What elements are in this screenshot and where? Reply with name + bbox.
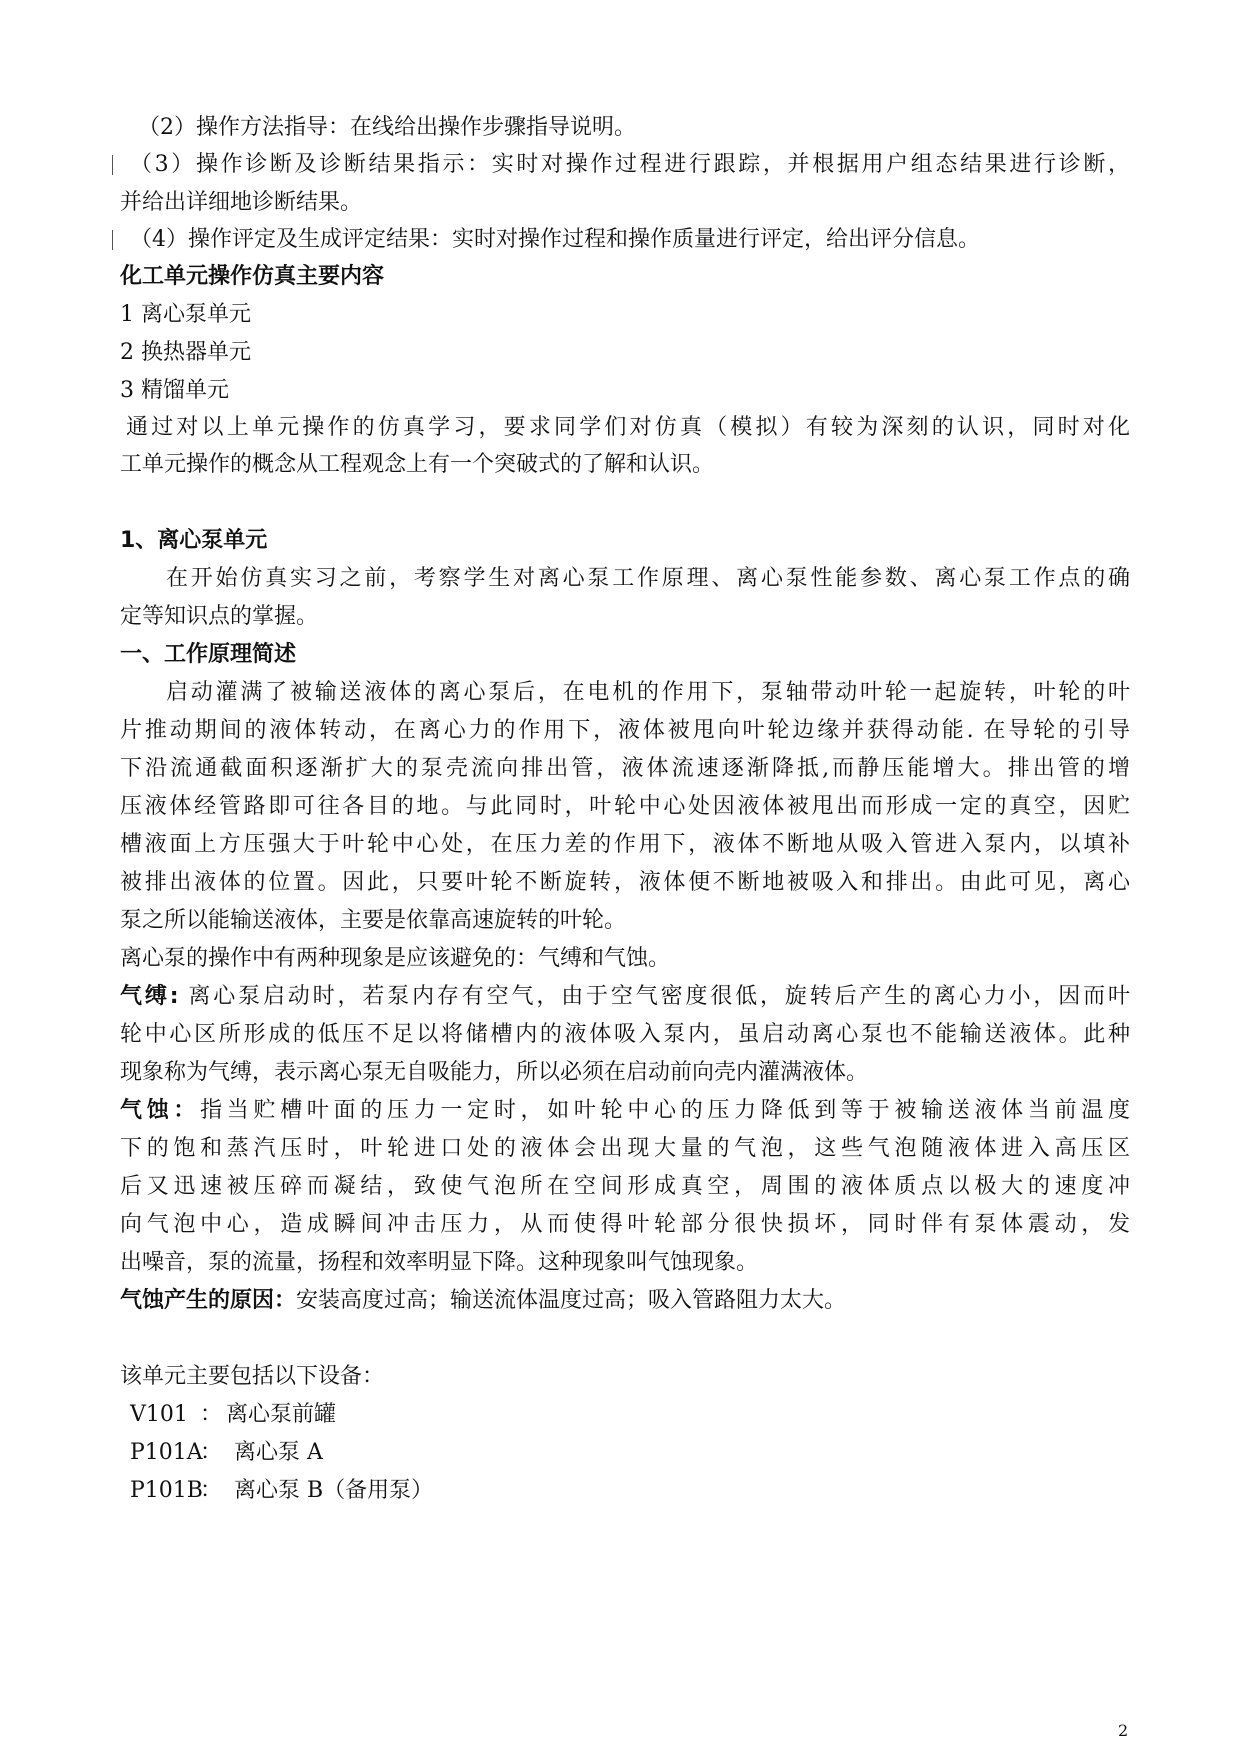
principle-line-3: 下沿流通截面积逐渐扩大的泵壳流向排出管，液体流速逐渐降抵,而静压能增大。排出管的增 — [120, 756, 1130, 781]
intro-line-1: 通过对以上单元操作的仿真学习，要求同学们对仿真（模拟）有较为深刻的认识，同时对化 — [126, 415, 1130, 440]
equipment-name: 离心泵 A — [234, 1440, 323, 1465]
unit-item-2: 2 换热器单元 — [120, 340, 251, 365]
binding-line-3: 现象称为气缚，表示离心泵无自吸能力，所以必须在启动前向壳内灌满液体。 — [120, 1060, 869, 1085]
binding-line-1 — [120, 982, 1130, 1012]
binding-term: 气缚: — [120, 984, 179, 1009]
equipment-intro: 该单元主要包括以下设备： — [120, 1364, 385, 1389]
equipment-name: 离心泵 B（备用泵） — [234, 1478, 434, 1503]
sub-heading: 一、工作原理简述 — [120, 642, 297, 667]
equipment-name: 离心泵前罐 — [226, 1402, 337, 1427]
equipment-sep: ： — [200, 1402, 223, 1427]
principle-line-2: 片推动期间的液体转动，在离心力的作用下，液体被甩向叶轮边缘并获得动能. 在导轮的引导 — [120, 718, 1130, 743]
cause-text: 安装高度过高；输送流体温度过高；吸入管路阻力太大。 — [296, 1288, 847, 1313]
principle-line-6: 被排出液体的位置。因此，只要叶轮不断旋转，液体便不断地被吸入和排出。由此可见，离心 — [120, 870, 1130, 895]
cavitation-line-1 — [120, 1096, 1130, 1126]
section-para-line2: 定等知识点的掌握。 — [120, 604, 319, 629]
binding-line-2: 轮中心区所形成的低压不足以将储槽内的液体吸入泵内，虽启动离心泵也不能输送液体。此种 — [120, 1022, 1130, 1047]
equipment-code: V101 — [130, 1402, 188, 1427]
section-title: 1、离心泵单元 — [120, 528, 268, 553]
revision-marker — [112, 155, 113, 175]
cavitation-cause — [120, 1286, 1130, 1316]
cavitation-line-2: 下的饱和蒸汽压时，叶轮进口处的液体会出现大量的气泡，这些气泡随液体进入高压区 — [120, 1136, 1130, 1161]
intro-line-2: 工单元操作的概念从工程观念上有一个突破式的了解和认识。 — [120, 452, 715, 477]
equipment-row — [130, 1438, 1140, 1468]
content-heading: 化工单元操作仿真主要内容 — [120, 264, 385, 289]
equipment-code: P101A — [130, 1440, 203, 1465]
cavitation-term: 气蚀： — [120, 1098, 201, 1123]
equipment-code: P101B — [130, 1478, 203, 1503]
avoid-statement: 离心泵的操作中有两种现象是应该避免的：气缚和气蚀。 — [120, 946, 671, 971]
principle-line-7: 泵之所以能输送液体，主要是依靠高速旋转的叶轮。 — [120, 908, 627, 933]
cavitation-line-3: 后又迅速被压碎而凝结，致使气泡所在空间形成真空，周围的液体质点以极大的速度冲 — [120, 1174, 1130, 1199]
principle-line-5: 槽液面上方压强大于叶轮中心处，在压力差的作用下，液体不断地从吸入管进入泵内，以填补 — [120, 832, 1130, 857]
equipment-sep: ： — [200, 1478, 223, 1503]
cavitation-text: 指当贮槽叶面的压力一定时，如叶轮中心的压力降低到等于被输送液体当前温度 — [200, 1098, 1130, 1123]
unit-item-1: 1 离心泵单元 — [120, 302, 251, 327]
section-para-line1: 在开始仿真实习之前，考察学生对离心泵工作原理、离心泵性能参数、离心泵工作点的确 — [166, 566, 1130, 591]
equipment-row — [130, 1400, 1140, 1430]
ops-item-3-line2: 并给出详细地诊断结果。 — [120, 190, 363, 215]
equipment-sep: ： — [200, 1440, 223, 1465]
cavitation-line-5: 出噪音，泵的流量，扬程和效率明显下降。这种现象叫气蚀现象。 — [120, 1250, 759, 1275]
unit-item-3: 3 精馏单元 — [120, 378, 229, 403]
page-number: 2 — [1118, 1721, 1129, 1740]
ops-item-3-line1: （3）操作诊断及诊断结果指示：实时对操作过程进行跟踪，并根据用户组态结果进行诊断， — [130, 152, 1130, 177]
principle-line-1: 启动灌满了被输送液体的离心泵后，在电机的作用下，泵轴带动叶轮一起旋转，叶轮的叶 — [166, 680, 1130, 705]
cavitation-line-4: 向气泡中心，造成瞬间冲击压力，从而使得叶轮部分很快损坏，同时伴有泵体震动，发 — [120, 1212, 1130, 1237]
cause-term: 气蚀产生的原因： — [120, 1288, 297, 1313]
principle-line-4: 压液体经管路即可往各目的地。与此同时，叶轮中心处因液体被甩出而形成一定的真空，因贮 — [120, 794, 1130, 819]
equipment-row — [130, 1476, 1140, 1506]
ops-item-4: （4）操作评定及生成评定结果：实时对操作过程和操作质量进行评定，给出评分信息。 — [130, 227, 980, 252]
ops-item-2: （2）操作方法指导：在线给出操作步骤指导说明。 — [138, 115, 636, 140]
revision-marker — [112, 230, 113, 250]
binding-text: 离心泵启动时，若泵内存有空气，由于空气密度很低，旋转后产生的离心力小，因而叶 — [188, 984, 1130, 1009]
